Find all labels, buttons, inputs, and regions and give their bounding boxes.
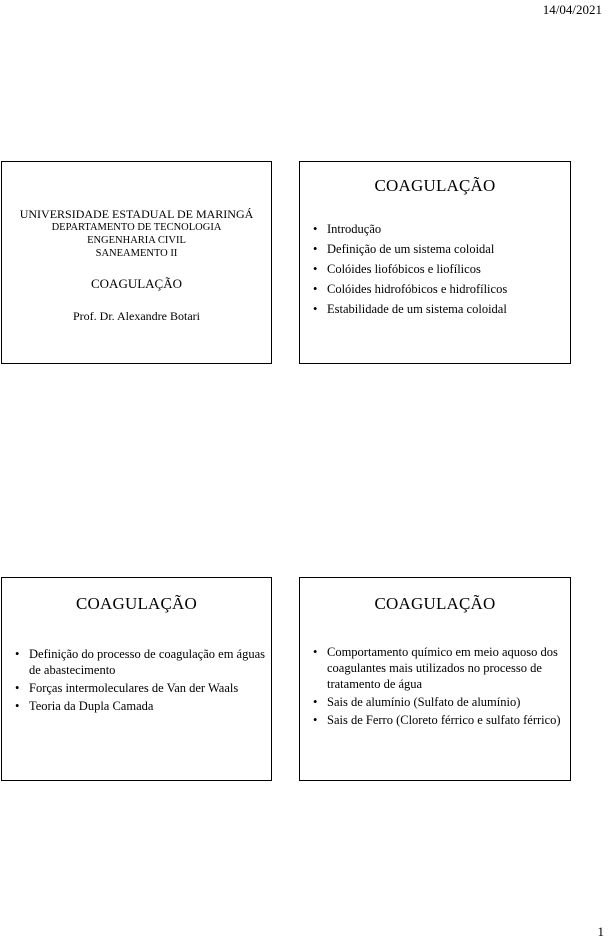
bullet-item: • Colóides hidrofóbicos e hidrofílicos [300,279,570,299]
bullet-list [300,219,570,319]
page-number: 1 [597,924,604,939]
bullet-item: • Sais de alumínio (Sulfato de alumínio) [300,694,570,710]
bullet-item: • Comportamento químico em meio aquoso dos coagulantes mais utilizados no processo de tratamento de água [300,644,570,692]
print-date: 14/04/2021 [542,2,602,17]
slide-title: COAGULAÇÃO [374,176,496,195]
bullet-item: • Forças intermoleculares de Van der Waals [2,680,271,696]
bullet-item: • Teoria da Dupla Camada [2,698,271,714]
slide-title: COAGULAÇÃO [76,594,197,613]
slide-thumbnail-2 [299,161,571,364]
slide-thumbnail-4 [299,577,571,781]
slide-title: COAGULAÇÃO [91,276,182,291]
bullet-item: • Colóides liofóbicos e liofílicos [300,259,570,279]
bullet-item: • Introdução [300,219,570,239]
discipline-name: SANEAMENTO II [95,248,178,259]
slide-thumbnail-3 [1,577,272,781]
university-name: UNIVERSIDADE ESTADUAL DE MARINGÁ [19,207,254,221]
slide-title: COAGULAÇÃO [374,594,496,613]
cover-block [2,162,271,324]
bullet-list [2,646,271,714]
bullet-item: • Sais de Ferro (Cloreto férrico e sulfato férrico) [300,712,570,728]
bullet-list [300,644,570,728]
bullet-item: • Estabilidade de um sistema coloidal [300,299,570,319]
bullet-item: • Definição do processo de coagulação em águas de abastecimento [2,646,271,678]
bullet-item: • Definição de um sistema coloidal [300,239,570,259]
slide-thumbnail-1 [1,161,272,364]
course-name: ENGENHARIA CIVIL [87,235,186,246]
department-name: DEPARTAMENTO DE TECNOLOGIA [51,222,222,233]
author-name: Prof. Dr. Alexandre Botari [73,309,200,323]
